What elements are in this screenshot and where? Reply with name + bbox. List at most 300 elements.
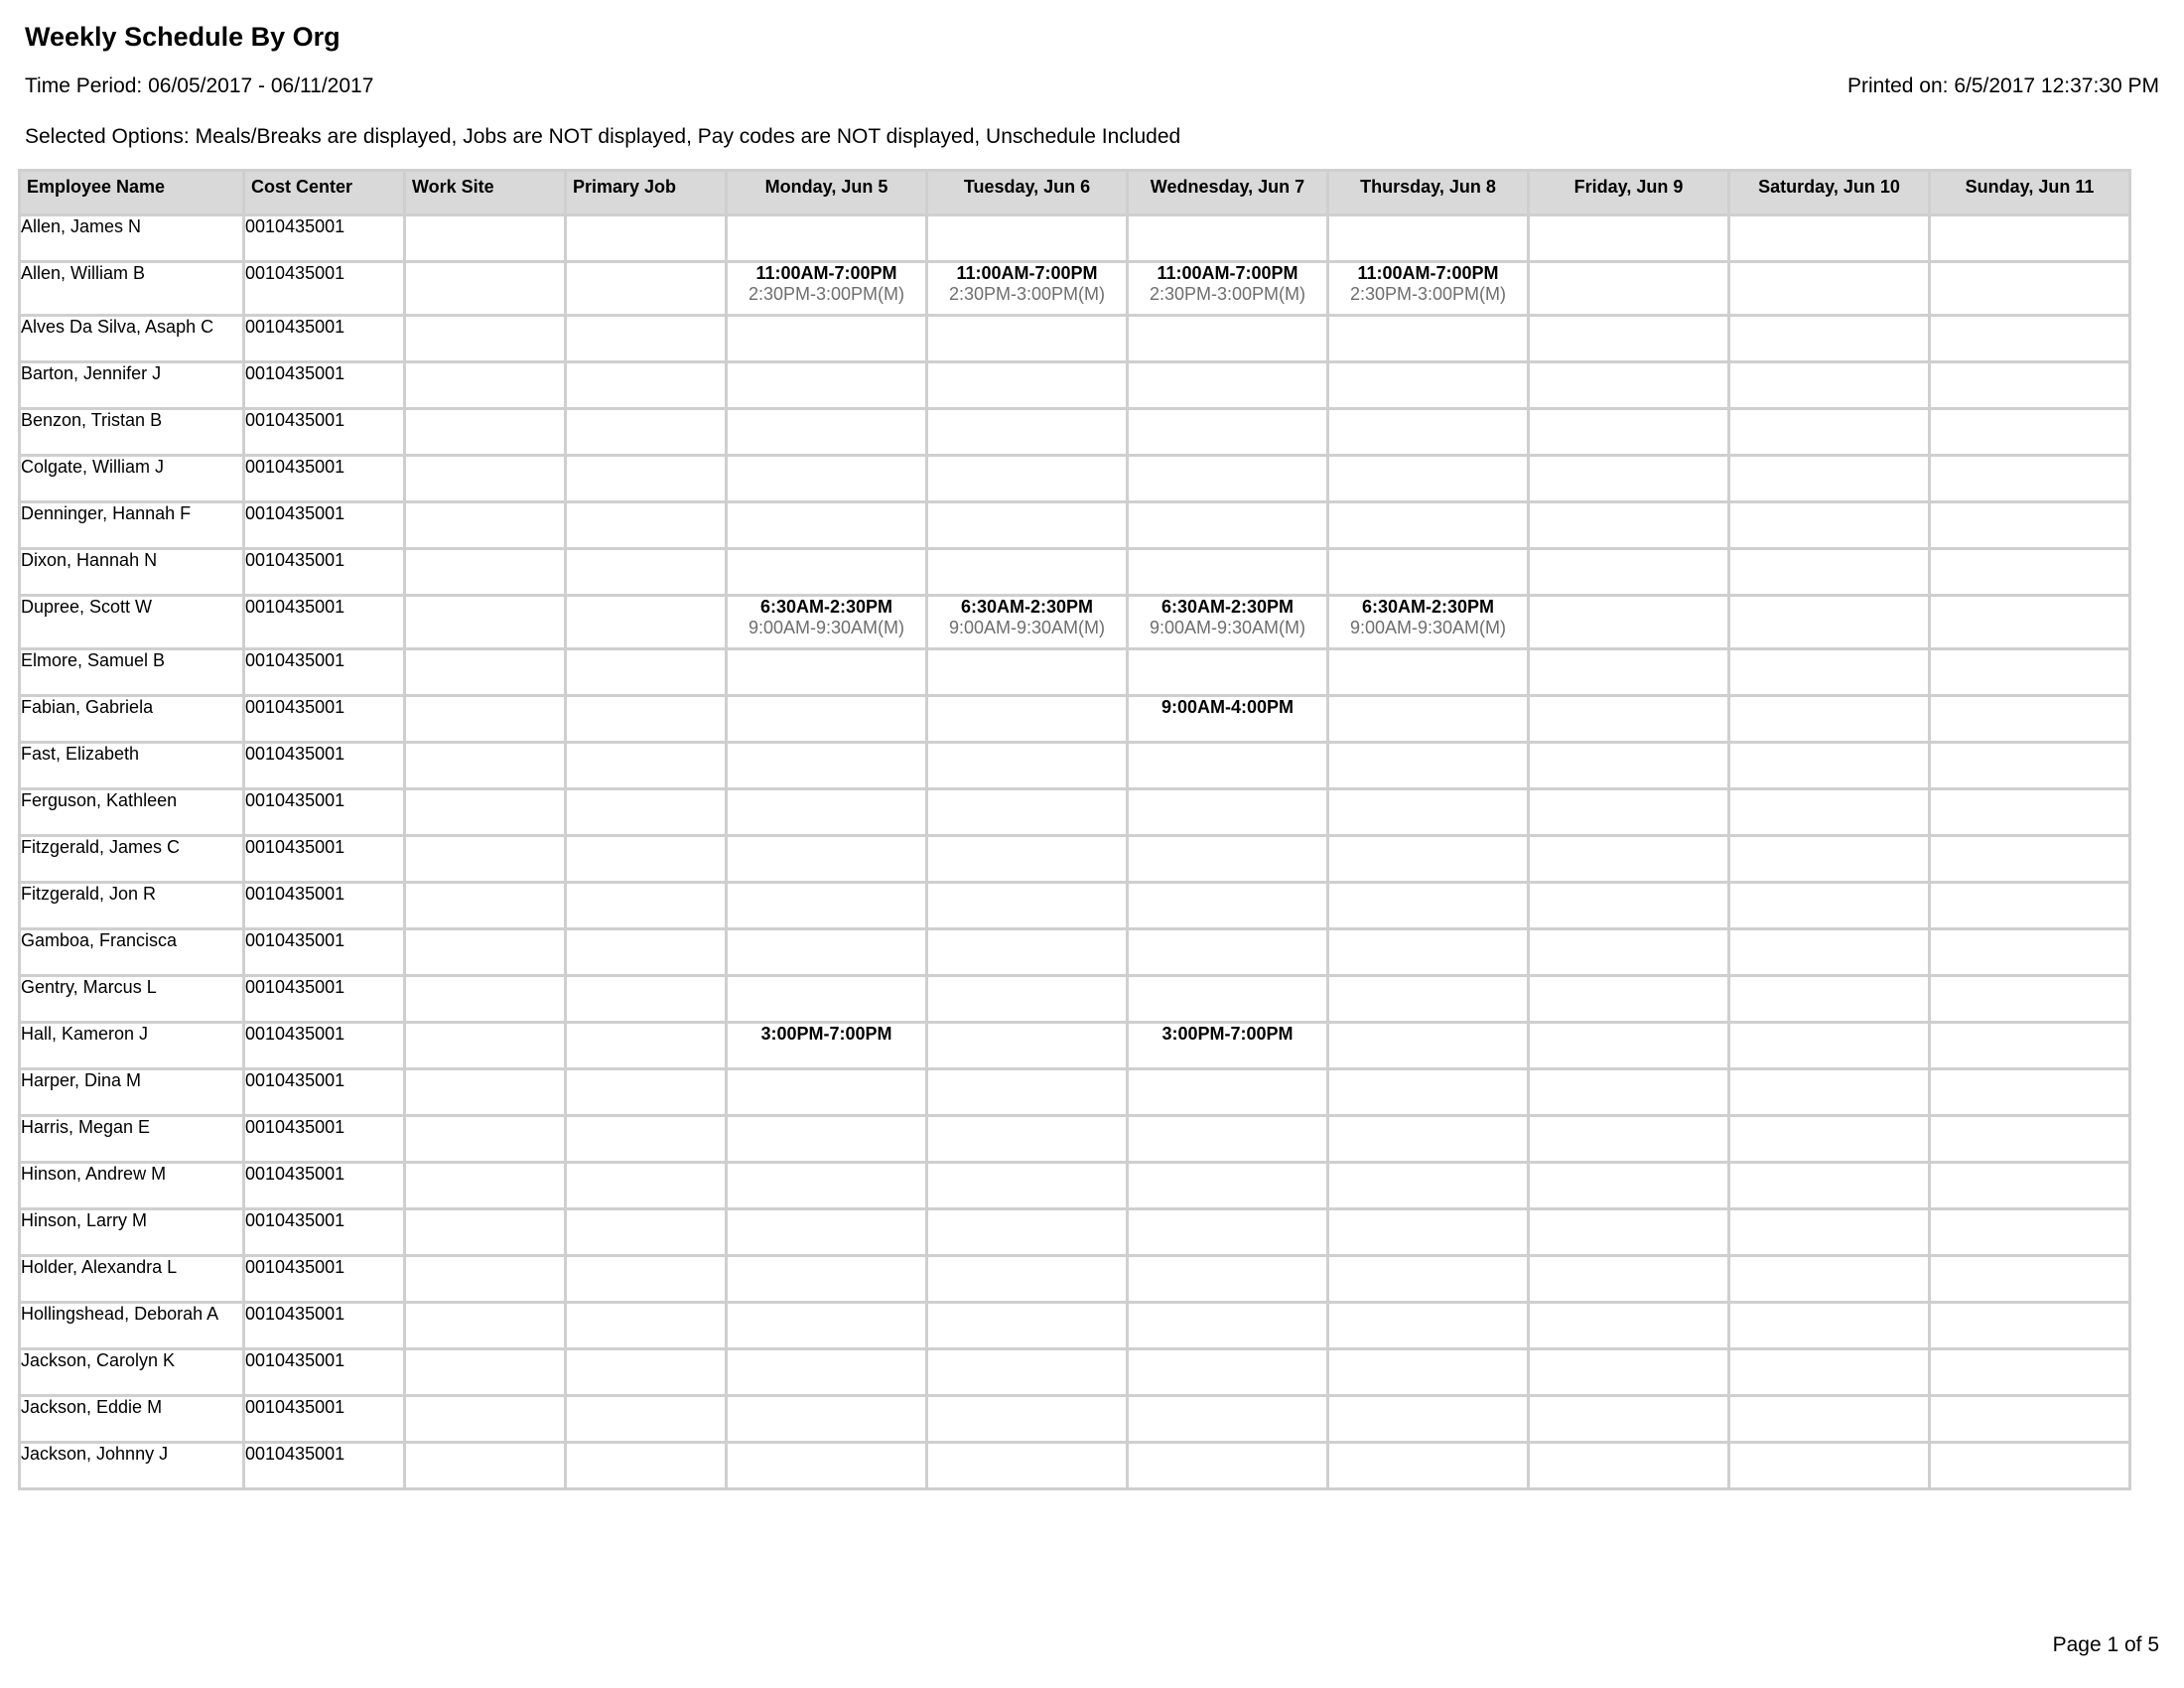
day-cell — [1530, 597, 1730, 650]
day-cell — [1931, 1024, 2131, 1070]
day-cell — [928, 977, 1129, 1024]
day-cell — [1129, 1070, 1329, 1117]
primary-job-cell — [567, 410, 728, 457]
shift-time: 11:00AM-7:00PM — [755, 263, 897, 283]
day-cell — [1931, 1397, 2131, 1444]
day-cell — [728, 410, 928, 457]
day-cell — [928, 1070, 1129, 1117]
day-cell — [1129, 363, 1329, 410]
primary-job-cell — [567, 884, 728, 930]
cost-center-cell: 0010435001 — [245, 1397, 406, 1444]
cost-center-cell: 0010435001 — [245, 790, 406, 837]
header-employee-name: Employee Name — [21, 172, 245, 216]
day-cell — [928, 363, 1129, 410]
employee-name-cell: Allen, James N — [21, 216, 245, 263]
work-site-cell — [406, 410, 567, 457]
day-cell — [1329, 977, 1530, 1024]
day-cell — [1730, 977, 1931, 1024]
primary-job-cell — [567, 597, 728, 650]
day-cell — [1530, 1350, 1730, 1397]
day-cell — [1129, 1117, 1329, 1164]
primary-job-cell — [567, 1350, 728, 1397]
meal-time: 9:00AM-9:30AM(M) — [1349, 618, 1507, 637]
day-cell — [1329, 1210, 1530, 1257]
day-cell — [1530, 317, 1730, 363]
meal-time: 9:00AM-9:30AM(M) — [748, 618, 905, 637]
table-row — [21, 1164, 2131, 1210]
employee-name-cell: Fitzgerald, James C — [21, 837, 245, 884]
day-cell — [928, 884, 1129, 930]
day-cell — [1730, 930, 1931, 977]
table-row — [21, 1397, 2131, 1444]
day-cell — [1530, 837, 1730, 884]
employee-name-cell: Alves Da Silva, Asaph C — [21, 317, 245, 363]
time-period: Time Period: 06/05/2017 - 06/11/2017 — [25, 74, 374, 97]
day-cell — [1129, 697, 1329, 744]
day-cell — [1329, 457, 1530, 503]
day-cell — [1329, 1070, 1530, 1117]
day-cell — [1730, 503, 1931, 550]
day-cell — [928, 790, 1129, 837]
day-cell — [728, 550, 928, 597]
day-cell — [1530, 363, 1730, 410]
schedule-table — [18, 169, 2131, 1490]
work-site-cell — [406, 884, 567, 930]
cost-center-cell: 0010435001 — [245, 1164, 406, 1210]
cost-center-cell: 0010435001 — [245, 837, 406, 884]
primary-job-cell — [567, 457, 728, 503]
day-cell — [1931, 363, 2131, 410]
table-row — [21, 317, 2131, 363]
cost-center-cell: 0010435001 — [245, 216, 406, 263]
primary-job-cell — [567, 744, 728, 790]
table-row — [21, 1210, 2131, 1257]
shift-time: 6:30AM-2:30PM — [1361, 597, 1495, 617]
employee-name-cell: Hollingshead, Deborah A — [21, 1304, 245, 1350]
page-number: Page 1 of 5 — [2052, 1633, 2159, 1656]
day-cell — [1730, 216, 1931, 263]
day-cell — [1329, 1304, 1530, 1350]
day-cell — [1129, 650, 1329, 697]
day-cell — [1931, 650, 2131, 697]
employee-name-cell: Fast, Elizabeth — [21, 744, 245, 790]
day-cell — [1530, 410, 1730, 457]
day-cell — [928, 1210, 1129, 1257]
cost-center-cell: 0010435001 — [245, 1024, 406, 1070]
cost-center-cell: 0010435001 — [245, 1304, 406, 1350]
primary-job-cell — [567, 363, 728, 410]
work-site-cell — [406, 1070, 567, 1117]
day-cell — [928, 697, 1129, 744]
day-cell — [1329, 1350, 1530, 1397]
day-cell — [1329, 650, 1530, 697]
table-row — [21, 884, 2131, 930]
meal-time: 9:00AM-9:30AM(M) — [948, 618, 1106, 637]
meal-time: 2:30PM-3:00PM(M) — [1349, 284, 1507, 304]
day-cell — [1129, 837, 1329, 884]
day-cell — [1329, 930, 1530, 977]
work-site-cell — [406, 790, 567, 837]
selected-options: Selected Options: Meals/Breaks are displayed, Jobs are NOT displayed, Pay codes are NOT displayed, Unschedule Included — [25, 125, 1181, 148]
day-cell — [1730, 884, 1931, 930]
cost-center-cell: 0010435001 — [245, 650, 406, 697]
day-cell — [928, 410, 1129, 457]
day-cell — [1530, 1117, 1730, 1164]
cost-center-cell: 0010435001 — [245, 744, 406, 790]
employee-name-cell: Jackson, Johnny J — [21, 1444, 245, 1490]
day-cell — [1931, 503, 2131, 550]
table-row — [21, 1070, 2131, 1117]
primary-job-cell — [567, 317, 728, 363]
day-cell — [928, 930, 1129, 977]
day-cell — [928, 457, 1129, 503]
cost-center-cell: 0010435001 — [245, 457, 406, 503]
day-cell — [1530, 1164, 1730, 1210]
employee-name-cell: Denninger, Hannah F — [21, 503, 245, 550]
day-cell — [1931, 597, 2131, 650]
day-cell — [1730, 837, 1931, 884]
day-cell — [1730, 1117, 1931, 1164]
day-cell — [1329, 790, 1530, 837]
day-cell — [1931, 1070, 2131, 1117]
primary-job-cell — [567, 1117, 728, 1164]
day-cell — [1931, 263, 2131, 317]
table-row — [21, 410, 2131, 457]
day-cell — [728, 884, 928, 930]
day-cell — [1530, 1210, 1730, 1257]
day-cell — [1931, 550, 2131, 597]
work-site-cell — [406, 650, 567, 697]
day-cell — [1129, 1164, 1329, 1210]
shift-time: 9:00AM-4:00PM — [1160, 697, 1295, 717]
primary-job-cell — [567, 650, 728, 697]
day-cell — [1931, 837, 2131, 884]
table-row — [21, 457, 2131, 503]
meal-time: 9:00AM-9:30AM(M) — [1149, 618, 1306, 637]
day-cell — [1329, 263, 1530, 317]
day-cell — [1329, 1444, 1530, 1490]
primary-job-cell — [567, 697, 728, 744]
day-cell — [1129, 597, 1329, 650]
day-cell — [1931, 1164, 2131, 1210]
table-row — [21, 1117, 2131, 1164]
header-day: Sunday, Jun 11 — [1931, 172, 2131, 216]
day-cell — [1530, 977, 1730, 1024]
day-cell — [1129, 216, 1329, 263]
work-site-cell — [406, 263, 567, 317]
work-site-cell — [406, 930, 567, 977]
meal-time: 2:30PM-3:00PM(M) — [948, 284, 1106, 304]
day-cell — [1730, 1070, 1931, 1117]
header-cost-center: Cost Center — [245, 172, 406, 216]
day-cell — [1730, 457, 1931, 503]
day-cell — [1931, 744, 2131, 790]
work-site-cell — [406, 550, 567, 597]
day-cell — [728, 697, 928, 744]
day-cell — [928, 1164, 1129, 1210]
day-cell — [928, 1117, 1129, 1164]
day-cell — [728, 837, 928, 884]
day-cell — [728, 650, 928, 697]
day-cell — [1129, 263, 1329, 317]
cost-center-cell: 0010435001 — [245, 1070, 406, 1117]
day-cell — [1730, 1024, 1931, 1070]
cost-center-cell: 0010435001 — [245, 503, 406, 550]
cost-center-cell: 0010435001 — [245, 1350, 406, 1397]
table-row — [21, 930, 2131, 977]
day-cell — [1329, 410, 1530, 457]
day-cell — [1730, 550, 1931, 597]
day-cell — [1530, 930, 1730, 977]
primary-job-cell — [567, 1304, 728, 1350]
header-day: Wednesday, Jun 7 — [1129, 172, 1329, 216]
table-row — [21, 1257, 2131, 1304]
employee-name-cell: Fitzgerald, Jon R — [21, 884, 245, 930]
day-cell — [1931, 930, 2131, 977]
cost-center-cell: 0010435001 — [245, 550, 406, 597]
header-day: Saturday, Jun 10 — [1730, 172, 1931, 216]
primary-job-cell — [567, 930, 728, 977]
table-row — [21, 837, 2131, 884]
employee-name-cell: Harper, Dina M — [21, 1070, 245, 1117]
day-cell — [728, 216, 928, 263]
primary-job-cell — [567, 1397, 728, 1444]
table-row — [21, 263, 2131, 317]
day-cell — [1530, 697, 1730, 744]
day-cell — [928, 503, 1129, 550]
day-cell — [928, 1397, 1129, 1444]
primary-job-cell — [567, 1164, 728, 1210]
work-site-cell — [406, 317, 567, 363]
header-day: Friday, Jun 9 — [1530, 172, 1730, 216]
day-cell — [1730, 1350, 1931, 1397]
work-site-cell — [406, 744, 567, 790]
cost-center-cell: 0010435001 — [245, 1444, 406, 1490]
day-cell — [1931, 1117, 2131, 1164]
work-site-cell — [406, 1397, 567, 1444]
day-cell — [1931, 790, 2131, 837]
work-site-cell — [406, 1350, 567, 1397]
day-cell — [728, 1210, 928, 1257]
shift-time: 3:00PM-7:00PM — [760, 1024, 892, 1044]
employee-name-cell: Ferguson, Kathleen — [21, 790, 245, 837]
day-cell — [1129, 1444, 1329, 1490]
day-cell — [1730, 744, 1931, 790]
day-cell — [1931, 216, 2131, 263]
day-cell — [728, 977, 928, 1024]
schedule-body — [21, 216, 2131, 1490]
work-site-cell — [406, 597, 567, 650]
day-cell — [1730, 1164, 1931, 1210]
header-day: Thursday, Jun 8 — [1329, 172, 1530, 216]
cost-center-cell: 0010435001 — [245, 1257, 406, 1304]
day-cell — [928, 550, 1129, 597]
day-cell — [928, 317, 1129, 363]
report-title: Weekly Schedule By Org — [25, 22, 341, 52]
work-site-cell — [406, 1304, 567, 1350]
day-cell — [1329, 1397, 1530, 1444]
shift-time: 6:30AM-2:30PM — [960, 597, 1094, 617]
day-cell — [928, 1257, 1129, 1304]
day-cell — [1129, 1024, 1329, 1070]
day-cell — [928, 1444, 1129, 1490]
day-cell — [728, 317, 928, 363]
employee-name-cell: Gamboa, Francisca — [21, 930, 245, 977]
primary-job-cell — [567, 1024, 728, 1070]
day-cell — [1530, 1444, 1730, 1490]
primary-job-cell — [567, 216, 728, 263]
cost-center-cell: 0010435001 — [245, 263, 406, 317]
day-cell — [1931, 697, 2131, 744]
header-row — [21, 172, 2131, 216]
day-cell — [728, 1070, 928, 1117]
day-cell — [1329, 1164, 1530, 1210]
table-row — [21, 697, 2131, 744]
day-cell — [1129, 410, 1329, 457]
day-cell — [1931, 1444, 2131, 1490]
work-site-cell — [406, 457, 567, 503]
day-cell — [1129, 977, 1329, 1024]
cost-center-cell: 0010435001 — [245, 1117, 406, 1164]
day-cell — [1329, 597, 1530, 650]
header-primary-job: Primary Job — [567, 172, 728, 216]
meal-time: 2:30PM-3:00PM(M) — [748, 284, 905, 304]
day-cell — [1730, 1304, 1931, 1350]
day-cell — [1129, 317, 1329, 363]
work-site-cell — [406, 503, 567, 550]
work-site-cell — [406, 977, 567, 1024]
day-cell — [1329, 503, 1530, 550]
day-cell — [1129, 1397, 1329, 1444]
shift-time: 11:00AM-7:00PM — [1357, 263, 1499, 283]
day-cell — [1329, 744, 1530, 790]
cost-center-cell: 0010435001 — [245, 1210, 406, 1257]
day-cell — [728, 1117, 928, 1164]
table-row — [21, 1024, 2131, 1070]
employee-name-cell: Allen, William B — [21, 263, 245, 317]
shift-time: 11:00AM-7:00PM — [1157, 263, 1298, 283]
shift-time: 6:30AM-2:30PM — [1160, 597, 1295, 617]
shift-time: 11:00AM-7:00PM — [956, 263, 1098, 283]
primary-job-cell — [567, 263, 728, 317]
work-site-cell — [406, 1024, 567, 1070]
day-cell — [728, 1444, 928, 1490]
primary-job-cell — [567, 550, 728, 597]
printed-on: Printed on: 6/5/2017 12:37:30 PM — [1846, 74, 2159, 97]
day-cell — [1329, 216, 1530, 263]
day-cell — [728, 363, 928, 410]
day-cell — [728, 503, 928, 550]
header-day: Monday, Jun 5 — [728, 172, 928, 216]
day-cell — [728, 1257, 928, 1304]
day-cell — [1129, 1257, 1329, 1304]
day-cell — [1129, 884, 1329, 930]
employee-name-cell: Gentry, Marcus L — [21, 977, 245, 1024]
work-site-cell — [406, 1164, 567, 1210]
work-site-cell — [406, 216, 567, 263]
cost-center-cell: 0010435001 — [245, 884, 406, 930]
day-cell — [1931, 977, 2131, 1024]
day-cell — [1931, 457, 2131, 503]
day-cell — [1530, 650, 1730, 697]
day-cell — [1530, 216, 1730, 263]
day-cell — [1530, 457, 1730, 503]
primary-job-cell — [567, 1210, 728, 1257]
day-cell — [928, 1024, 1129, 1070]
work-site-cell — [406, 363, 567, 410]
primary-job-cell — [567, 1257, 728, 1304]
table-row — [21, 650, 2131, 697]
day-cell — [1329, 884, 1530, 930]
day-cell — [728, 1397, 928, 1444]
day-cell — [1329, 550, 1530, 597]
day-cell — [1129, 930, 1329, 977]
table-row — [21, 1304, 2131, 1350]
day-cell — [1129, 744, 1329, 790]
day-cell — [1730, 650, 1931, 697]
day-cell — [1129, 1304, 1329, 1350]
day-cell — [1530, 790, 1730, 837]
day-cell — [1931, 317, 2131, 363]
table-row — [21, 977, 2131, 1024]
employee-name-cell: Barton, Jennifer J — [21, 363, 245, 410]
employee-name-cell: Jackson, Eddie M — [21, 1397, 245, 1444]
table-row — [21, 503, 2131, 550]
day-cell — [1129, 550, 1329, 597]
primary-job-cell — [567, 977, 728, 1024]
day-cell — [1730, 363, 1931, 410]
employee-name-cell: Dixon, Hannah N — [21, 550, 245, 597]
day-cell — [1329, 363, 1530, 410]
day-cell — [1530, 1304, 1730, 1350]
day-cell — [1329, 1117, 1530, 1164]
primary-job-cell — [567, 503, 728, 550]
day-cell — [1931, 410, 2131, 457]
day-cell — [1931, 1210, 2131, 1257]
day-cell — [928, 650, 1129, 697]
day-cell — [1730, 790, 1931, 837]
cost-center-cell: 0010435001 — [245, 363, 406, 410]
work-site-cell — [406, 697, 567, 744]
day-cell — [1329, 837, 1530, 884]
employee-name-cell: Elmore, Samuel B — [21, 650, 245, 697]
header-day: Tuesday, Jun 6 — [928, 172, 1129, 216]
employee-name-cell: Benzon, Tristan B — [21, 410, 245, 457]
day-cell — [1530, 503, 1730, 550]
table-row — [21, 216, 2131, 263]
day-cell — [1730, 1210, 1931, 1257]
day-cell — [1129, 457, 1329, 503]
day-cell — [1730, 1444, 1931, 1490]
cost-center-cell: 0010435001 — [245, 977, 406, 1024]
day-cell — [728, 1164, 928, 1210]
day-cell — [728, 597, 928, 650]
day-cell — [1730, 263, 1931, 317]
primary-job-cell — [567, 1070, 728, 1117]
day-cell — [1129, 1210, 1329, 1257]
shift-time: 6:30AM-2:30PM — [759, 597, 893, 617]
primary-job-cell — [567, 837, 728, 884]
cost-center-cell: 0010435001 — [245, 930, 406, 977]
day-cell — [928, 263, 1129, 317]
day-cell — [1730, 317, 1931, 363]
day-cell — [1730, 597, 1931, 650]
employee-name-cell: Hinson, Andrew M — [21, 1164, 245, 1210]
day-cell — [1329, 1024, 1530, 1070]
day-cell — [928, 1350, 1129, 1397]
employee-name-cell: Dupree, Scott W — [21, 597, 245, 650]
employee-name-cell: Harris, Megan E — [21, 1117, 245, 1164]
